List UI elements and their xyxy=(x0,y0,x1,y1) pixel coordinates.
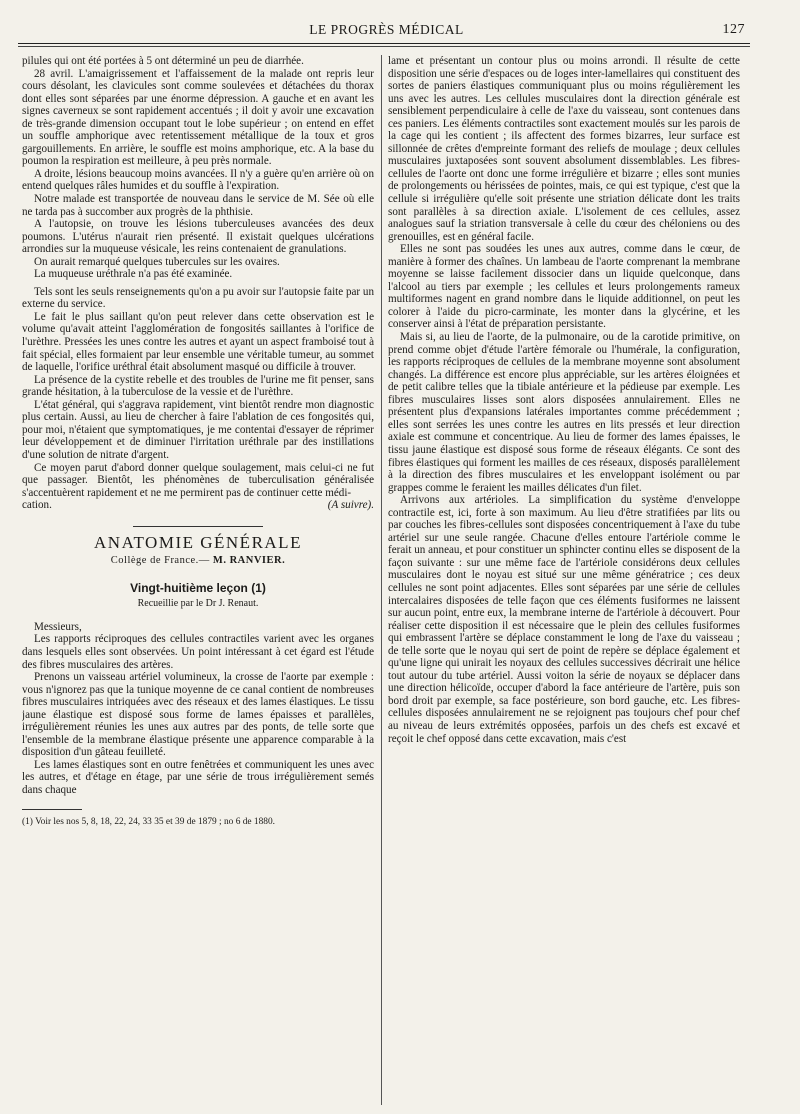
journal-title: LE PROGRÈS MÉDICAL xyxy=(309,22,464,37)
end-word: cation. xyxy=(22,499,52,512)
paragraph: Prenons un vaisseau artériel volumineux, la crosse de l'aorte par exemple : vous n'ignorez pas que la tunique moyenne de ce canal contient de nombreuses fibres musculaires intriquées avec des réseaux et des lames élastiques. Le tissu jaune élastique est disposé sous forme de lames épaisses et parallèles, irrégulièrement réunies les unes aux autres par des ponts, de telle sorte que l'ensemble de la membrane élastique présente une apparence comparable à la disposition d'un gâteau feuilleté. xyxy=(22,671,374,759)
paragraph: Mais si, au lieu de l'aorte, de la pulmonaire, ou de la carotide primitive, on prend comme objet d'étude l'artère fémorale ou l'humérale, la configuration, les rapports réciproques de cellules de la membrane moyenne sont absolument changés. La différence est encore plus appréciable, sur les artères éloignées et de petit calibre telles que la tibiale antérieure et la pédieuse par exemple. Les fibres musculaires lisses sont alors disposées annulairement. Elles ne présentent plus d'expansions latérales importantes comme précédemment ; elles sont serrées les unes contre les autres en lits pressés et leur direction axiale est commune et concentrique. Au lieu de former des lames épaisses, le tissu jaune élastique est disposé sous forme de réseaux élégants. Ce sont des fibres élastiques qui forment les mailles de ces réseaux, disposés parallèlement à la direction des fibres musculaires et les enveloppant isolément ou par grappes comme le feraient les mailles délicates d'un filet. xyxy=(388,331,740,494)
professor-name: M. RANVIER. xyxy=(212,555,286,567)
column-divider xyxy=(381,55,382,1105)
section-subtitle xyxy=(22,555,374,568)
paragraph: A droite, lésions beaucoup moins avancées. Il n'y a guère qu'en arrière où on entend quelques râles humides et du souffle à l'expiration. xyxy=(22,167,374,193)
left-column xyxy=(22,55,374,1095)
paragraph: Elles ne sont pas soudées les unes aux autres, comme dans le cœur, de manière à former des chaînes. Un lambeau de l'aorte comprenant la membrane moyenne se laisse facilement dissocier dans un liquide quelconque, dans l'alcool au tiers par exemple ; les cellules et leurs prolongements rameux multiformes nagent en grand nombre dans le liquide additionnel, on peut les colorer à l'aide du picro-carminate, les monter dans la glycérine, et les conserver ainsi à l'état de préparation persistante. xyxy=(388,243,740,331)
section-divider xyxy=(133,526,263,527)
a-suivre: (A suivre). xyxy=(327,499,374,512)
section-title: ANATOMIE GÉNÉRALE xyxy=(94,532,302,552)
lecture-title: Vingt-huitième leçon (1) xyxy=(130,580,266,595)
lecture-credit: Recueillie par le Dr J. Renaut. xyxy=(137,598,259,610)
paragraph: Le fait le plus saillant qu'on peut relever dans cette observation est le volume qu'avait atteint l'agglomération de fongosités saillantes à l'orifice de l'urèthre. Pressées les unes contre les autres et ayant un aspect framboisé tout à fait spécial, elles formaient par leur ensemble une véritable tumeur, au sommet de laquelle, l'orifice uréthral était absolument masqué ou difficile à trouver. xyxy=(22,310,374,374)
header-rule xyxy=(18,43,750,44)
paragraph: L'état général, qui s'aggrava rapidement, vint bientôt rendre mon diagnostic plus certain. Aussi, au lieu de chercher à faire l'ablation de ces fongosités qui, pour moi, n'étaient que symptomatiques, je me contentai d'essayer de réprimer leur développement et de diminuer l'irritation uréthrale par des instillations d'une solution de nitrate d'argent. xyxy=(22,398,374,461)
paragraph: pilules qui ont été portées à 5 ont déterminé un peu de diarrhée. xyxy=(22,55,304,67)
paragraph: La présence de la cystite rebelle et des troubles de l'urine me fit penser, sans grande hésitation, à la tuberculose de la vessie et de l'urèthre. xyxy=(22,373,374,399)
header-rule-thin xyxy=(18,46,750,47)
paragraph: La muqueuse uréthrale n'a pas été examinée. xyxy=(34,268,233,281)
paragraph: Les lames élastiques sont en outre fenêtrées et communiquent les unes avec les autres, et d'étage en étage, par une série de trous irrégulièrement semés dans chaque xyxy=(22,758,374,796)
paragraph: 28 avril. L'amaigrissement et l'affaissement de la malade ont repris leur cours désolant, les clavicules sont comme soulevées et détachées du thorax dont elles sont séparées par une énorme dépression. A gauche et en avant les signes caverneux se sont rapidement accentués ; il doit y avoir une excavation de très-grande dimension occupant tout le lobe supérieur ; on entend en effet un souffle amphorique avec retentissement métallique de la toux et gros gargouillements. En arrière, le souffle est moins amphorique, etc. A la base du poumon la respiration est meilleure, à peu près normale. xyxy=(22,67,374,168)
right-column xyxy=(388,55,740,1095)
paragraph: Arrivons aux artérioles. La simplification du système d'enveloppe contractile est, ici, forte à son maximum. Au lieu d'être stratifiées par lits ou par couches les fibres-cellules sont disposées concentriquement à l'axe du tube artériel sur une seule rangée. Chacune d'elles entoure l'artériole comme le ferait un anneau, et pour constituer un sphincter continu elles se disposent de la façon suivante : sur une même face de l'artériole considérons deux cellules musculaires dont le noyau est situé sur une même génératrice ; ces deux cellules ne sont point adjacentes. Elles sont séparées par une série de cellules intercalaires disposées de telle façon que ces éléments fusiformes ne laissent sur aucun point, entre eux, la membrane interne de l'artériole à découvert. Pour réaliser cette disposition il est nécessaire que le plein des cellules fusiformes qui embrassent l'artère se déplace constamment le long de l'axe du vaisseau ; de telle sorte que le noyau qui sert de point de repère se déplace également et qu'une ligne qui unirait les noyaux des cellules successives décrirait une hélice tout autour du tube artériel. Aussi voiton la série de noyaux se déplacer dans une direction hélicoïde, occuper d'abord la face antérieure de l'artère, puis son bord droit par exemple, sa face postérieure, son bord gauche, etc. Les fibres-cellules disposées annulairement ne se rejoignent pas toujours chef pour chef au niveau de leurs extrémités opposées, parfois un des chefs est excavé et reçoit le chef opposé dans cette excavation, mais c'est xyxy=(388,494,740,745)
paragraph: Les rapports réciproques des cellules contractiles varient avec les organes dans lesquels elles sont observées. Un point intéressant à cet égard est l'étude des fibres musculaires des artères. xyxy=(22,633,374,671)
footnote-rule xyxy=(22,809,82,810)
college-label: Collège de France.— xyxy=(110,555,213,567)
article-end-line xyxy=(22,499,374,512)
paragraph: Tels sont les seuls renseignements qu'on a pu avoir sur l'autopsie faite par un externe du service. xyxy=(22,285,374,311)
paragraph: Notre malade est transportée de nouveau dans le service de M. Sée où elle ne tarda pas à succomber aux progrès de la phthisie. xyxy=(22,193,374,218)
paragraph: Ce moyen parut d'abord donner quelque soulagement, mais celui-ci ne fut que passager. Bientôt, les phénomènes de tuberculisation généralisée s'accentuèrent rapidement et ne me permirent pas de continuer cette médi- xyxy=(22,461,374,499)
page-number: 127 xyxy=(722,22,745,37)
paragraph: A l'autopsie, on trouve les lésions tuberculeuses avancées des deux poumons. L'utérus n'aurait rien présenté. Il existait quelques ulcérations arrondies sur la muqueuse vésicale, les reins contenaient de granulations. xyxy=(22,218,374,256)
salutation: Messieurs, xyxy=(34,620,82,633)
paragraph: On aurait remarqué quelques tubercules sur les ovaires. xyxy=(34,255,280,268)
footnote: (1) Voir les nos 5, 8, 18, 22, 24, 33 35 et 39 de 1879 ; no 6 de 1880. xyxy=(22,816,276,827)
paragraph: lame et présentant un contour plus ou moins arrondi. Il résulte de cette disposition une série d'espaces ou de loges inter-lamellaires qui constituent des sortes de paniers élastiques communiquant plus ou moins régulièrement les uns avec les autres. Les cellules musculaires dont la direction générale est sensiblement perpendiculaire à celle de l'axe du vaisseau, sont contenues dans ces paniers. Les éléments contractiles sont exactement moulés sur les parois de la cage qui les contient ; ils affectent des formes bizarres, leur surface est sillonnée de crêtes d'empreinte formant des reliefs de moulage ; deux cellules musculaires juxtaposées sont souvent absolument dissemblables. Les fibres-cellules de l'aorte ont donc une forme irrégulière et bizarre ; elles sont munies de prolongements ou hérissées de pointes, mais, ce qui est typique, c'est que la cellule si irrégulière qu'elle soit présente une striation délicate dont les traits sont parallèles à sa direction axiale. L'isolement de ces cellules, assez analogues sauf la striation transversale à celle du cœur des chéloniens ou des grenouilles, est en général facile. xyxy=(388,55,740,243)
running-header xyxy=(28,22,745,42)
